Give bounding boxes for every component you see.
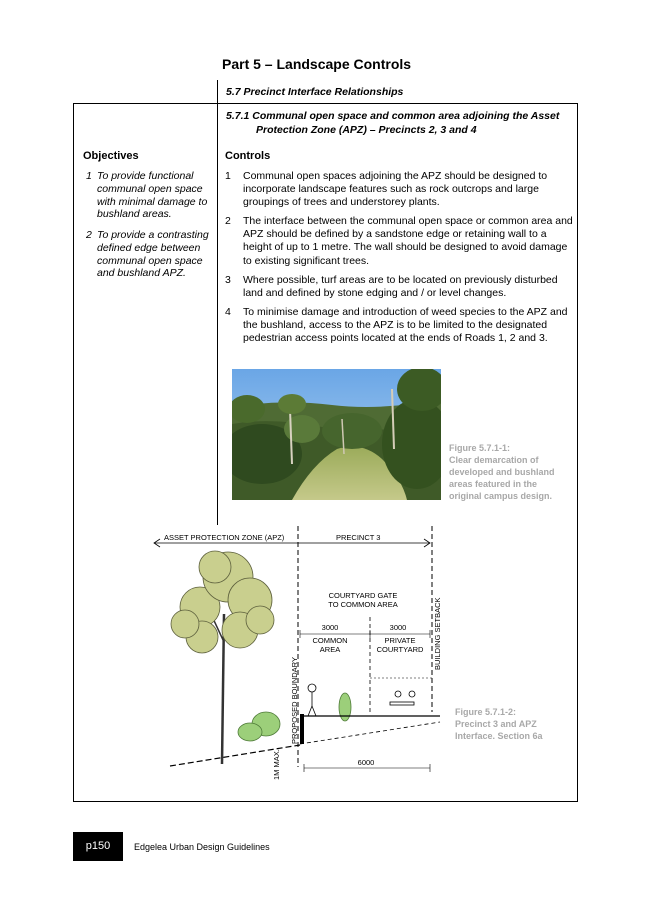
building-setback-label: BUILDING SETBACK [433, 597, 442, 670]
control-item [225, 215, 573, 268]
common-area-label-1: COMMON [312, 636, 348, 645]
precinct-label: PRECINCT 3 [336, 533, 381, 542]
proposed-boundary-label: PROPOSED BOUNDARY [290, 657, 299, 744]
control-text: To minimise damage and introduction of weed species to the APZ and the bushland, access to the APZ is to be limited to the designated pedestrian access points located at the ends of Roads 1, 2 and 3. [243, 306, 568, 345]
dim-right: 3000 [389, 623, 407, 632]
page-title: Part 5 – Landscape Controls [222, 56, 412, 72]
dim-total: 6000 [357, 758, 375, 767]
subsection-title-line-1: 5.7.1 Communal open space and common area adjoining the Asset [226, 110, 560, 122]
private-courtyard-label-1: PRIVATE [384, 636, 416, 645]
objectives-heading: Objectives [83, 150, 139, 162]
caption-line: Clear demarcation of [449, 455, 539, 465]
objective-number: 2 [86, 229, 92, 241]
section-title: 5.7 Precinct Interface Relationships [226, 86, 404, 98]
page-number-badge [73, 832, 123, 861]
gate-label-1: COURTYARD GATE [328, 591, 398, 600]
control-text: Where possible, turf areas are to be located on previously disturbed land and defined by stone edging and / or level changes. [243, 274, 558, 300]
caption-line: Interface. Section 6a [455, 731, 543, 741]
control-text: Communal open spaces adjoining the APZ should be designed to incorporate landscape features such as rock outcrops and large groupings of trees and understorey plants. [243, 170, 548, 209]
section-drawing [140, 522, 460, 792]
caption-line: original campus design. [449, 491, 553, 501]
gate-label-2: TO COMMON AREA [328, 600, 398, 609]
control-item [225, 306, 573, 346]
objective-item [86, 170, 214, 221]
figure-caption [455, 706, 573, 742]
caption-line: areas featured in the [449, 479, 538, 489]
controls-heading: Controls [225, 150, 271, 162]
caption-line: developed and bushland [449, 467, 555, 477]
control-number: 1 [225, 170, 231, 182]
control-item [225, 170, 573, 210]
control-number: 4 [225, 306, 231, 318]
footer-title: Edgelea Urban Design Guidelines [134, 842, 270, 852]
objective-item [86, 229, 214, 280]
dim-left: 3000 [321, 623, 339, 632]
control-number: 3 [225, 274, 231, 286]
subsection-title [226, 110, 576, 137]
caption-line: Figure 5.7.1-2: [455, 707, 517, 717]
bushland-photo [232, 369, 441, 500]
control-item [225, 274, 573, 300]
objective-number: 1 [86, 170, 92, 182]
subsection-title-line-2: Protection Zone (APZ) – Precincts 2, 3 and 4 [256, 123, 477, 136]
page-number: p150 [85, 840, 111, 852]
figure-caption [449, 442, 577, 502]
common-area-label-2: AREA [319, 645, 341, 654]
objective-text: To provide functional communal open space with minimal damage to bushland areas. [97, 170, 208, 221]
apz-label: ASSET PROTECTION ZONE (APZ) [164, 533, 285, 542]
caption-line: Precinct 3 and APZ [455, 719, 537, 729]
column-divider [217, 103, 218, 525]
private-courtyard-label-2: COURTYARD [376, 645, 424, 654]
control-text: The interface between the communal open space or common area and APZ should be defined by a sandstone edge or retaining wall to a height of up to 1 metre. The wall should be designed to avoid damage to existing significant trees. [243, 215, 573, 267]
caption-line: Figure 5.7.1-1: [449, 443, 511, 453]
max-height-label: 1M MAX. [272, 749, 281, 780]
control-number: 2 [225, 215, 231, 227]
objective-text: To provide a contrasting defined edge between communal open space and bushland APZ. [97, 229, 209, 280]
